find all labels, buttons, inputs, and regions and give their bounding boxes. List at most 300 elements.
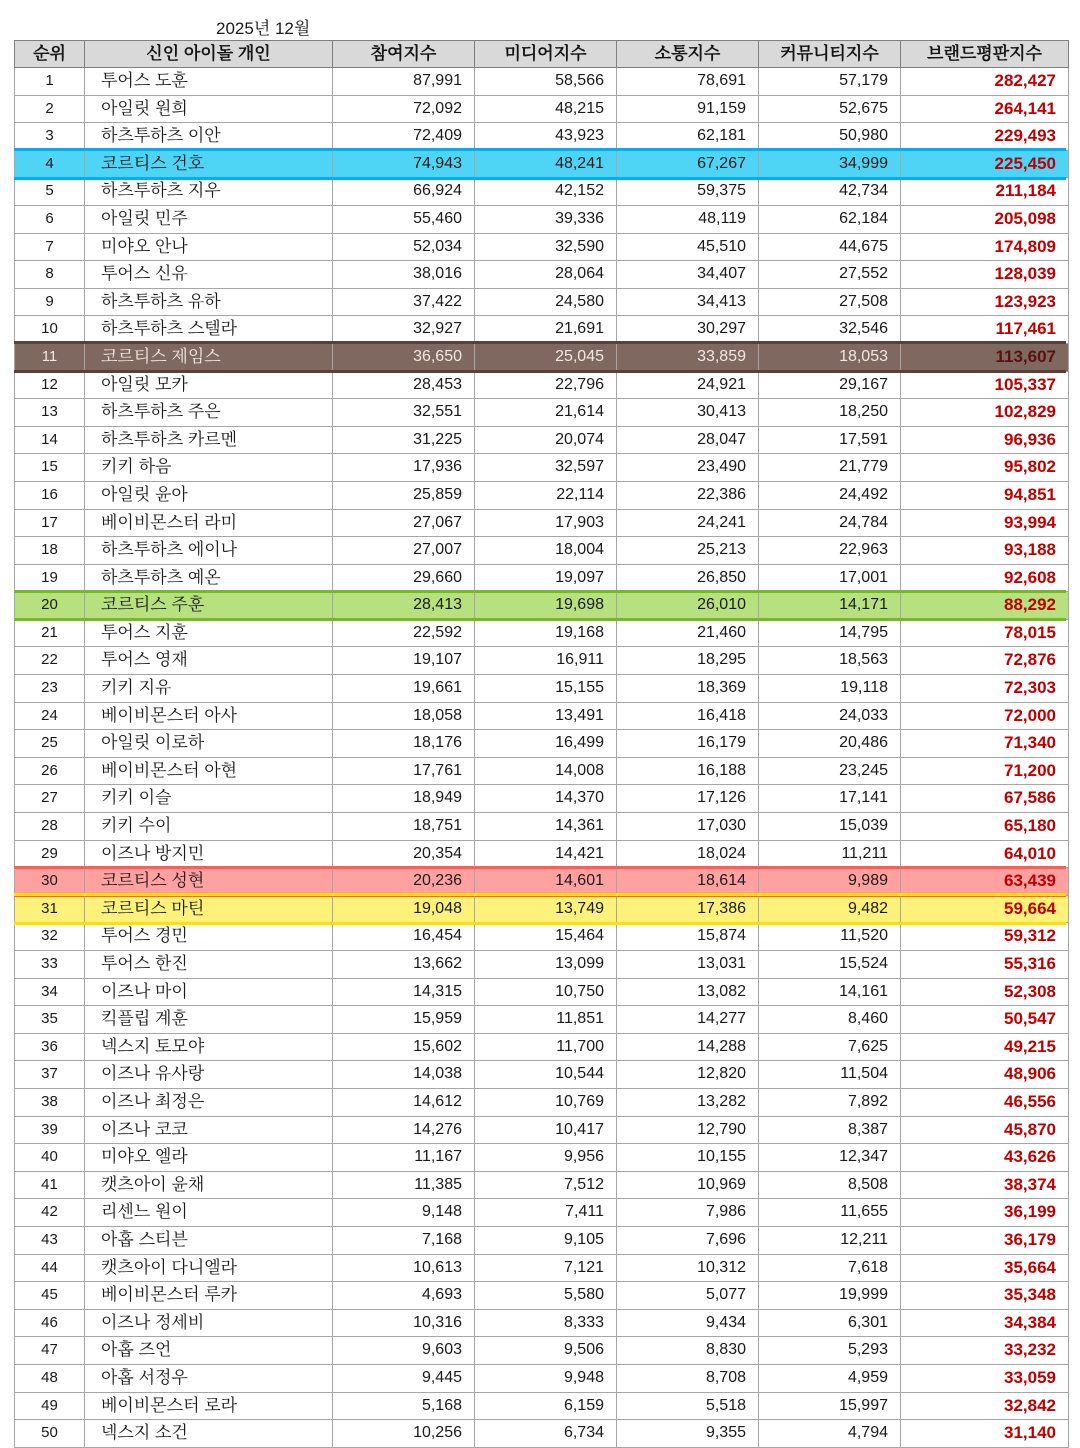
cell-rank: 35 <box>15 1006 85 1034</box>
cell-community: 6,301 <box>759 1309 901 1337</box>
cell-media: 21,614 <box>475 399 617 427</box>
cell-media: 10,769 <box>475 1088 617 1116</box>
cell-participation: 37,422 <box>333 288 475 316</box>
cell-participation: 9,148 <box>333 1199 475 1227</box>
cell-rank: 22 <box>15 647 85 675</box>
cell-community: 24,784 <box>759 509 901 537</box>
cell-media: 6,734 <box>475 1420 617 1448</box>
cell-name: 코르티스 건호 <box>85 150 333 178</box>
cell-rank: 10 <box>15 316 85 344</box>
table-row <box>15 95 1069 123</box>
cell-communication: 15,874 <box>617 923 759 951</box>
cell-rank: 45 <box>15 1282 85 1310</box>
cell-communication: 62,181 <box>617 123 759 151</box>
cell-communication: 18,024 <box>617 840 759 868</box>
cell-communication: 17,030 <box>617 813 759 841</box>
cell-rank: 33 <box>15 951 85 979</box>
cell-rank: 18 <box>15 537 85 565</box>
cell-total: 113,607 <box>901 343 1069 371</box>
cell-rank: 11 <box>15 343 85 371</box>
cell-total: 36,199 <box>901 1199 1069 1227</box>
cell-community: 5,293 <box>759 1337 901 1365</box>
cell-media: 9,956 <box>475 1144 617 1172</box>
table-row <box>15 288 1069 316</box>
cell-rank: 16 <box>15 481 85 509</box>
cell-name: 투어스 경민 <box>85 923 333 951</box>
cell-communication: 18,614 <box>617 868 759 896</box>
cell-community: 29,167 <box>759 371 901 399</box>
cell-community: 7,892 <box>759 1088 901 1116</box>
cell-rank: 21 <box>15 619 85 647</box>
brand-reputation-table <box>14 40 1069 1448</box>
table-row <box>15 592 1069 620</box>
cell-communication: 5,077 <box>617 1282 759 1310</box>
cell-name: 투어스 신유 <box>85 261 333 289</box>
cell-participation: 52,034 <box>333 233 475 261</box>
table-row <box>15 454 1069 482</box>
cell-total: 72,303 <box>901 675 1069 703</box>
cell-rank: 3 <box>15 123 85 151</box>
table-row <box>15 343 1069 371</box>
cell-communication: 9,355 <box>617 1420 759 1448</box>
cell-total: 174,809 <box>901 233 1069 261</box>
cell-community: 20,486 <box>759 730 901 758</box>
cell-community: 21,779 <box>759 454 901 482</box>
cell-communication: 18,369 <box>617 675 759 703</box>
cell-media: 14,361 <box>475 813 617 841</box>
cell-community: 11,504 <box>759 1061 901 1089</box>
cell-name: 코르티스 제임스 <box>85 343 333 371</box>
cell-media: 22,114 <box>475 481 617 509</box>
cell-communication: 9,434 <box>617 1309 759 1337</box>
column-header-rank: 순위 <box>15 41 85 68</box>
cell-total: 64,010 <box>901 840 1069 868</box>
table-row <box>15 951 1069 979</box>
table-row <box>15 1033 1069 1061</box>
table-row <box>15 647 1069 675</box>
table-row <box>15 123 1069 151</box>
cell-total: 50,547 <box>901 1006 1069 1034</box>
cell-total: 123,923 <box>901 288 1069 316</box>
cell-participation: 13,662 <box>333 951 475 979</box>
cell-rank: 6 <box>15 205 85 233</box>
cell-media: 9,105 <box>475 1226 617 1254</box>
cell-communication: 17,126 <box>617 785 759 813</box>
table-row <box>15 978 1069 1006</box>
table-row <box>15 923 1069 951</box>
cell-media: 15,464 <box>475 923 617 951</box>
cell-community: 15,997 <box>759 1392 901 1420</box>
cell-participation: 66,924 <box>333 178 475 206</box>
cell-media: 6,159 <box>475 1392 617 1420</box>
cell-communication: 25,213 <box>617 537 759 565</box>
table-row <box>15 1282 1069 1310</box>
table-row <box>15 1254 1069 1282</box>
column-header-communication: 소통지수 <box>617 41 759 68</box>
cell-total: 117,461 <box>901 316 1069 344</box>
cell-total: 93,188 <box>901 537 1069 565</box>
cell-rank: 25 <box>15 730 85 758</box>
cell-rank: 4 <box>15 150 85 178</box>
cell-communication: 22,386 <box>617 481 759 509</box>
cell-name: 하츠투하츠 주은 <box>85 399 333 427</box>
cell-rank: 28 <box>15 813 85 841</box>
cell-community: 32,546 <box>759 316 901 344</box>
cell-name: 아일릿 이로하 <box>85 730 333 758</box>
cell-rank: 44 <box>15 1254 85 1282</box>
cell-participation: 14,038 <box>333 1061 475 1089</box>
cell-media: 10,417 <box>475 1116 617 1144</box>
cell-community: 24,033 <box>759 702 901 730</box>
cell-community: 14,795 <box>759 619 901 647</box>
cell-total: 59,664 <box>901 895 1069 923</box>
cell-community: 11,211 <box>759 840 901 868</box>
cell-total: 35,664 <box>901 1254 1069 1282</box>
cell-name: 하츠투하츠 예온 <box>85 564 333 592</box>
cell-rank: 32 <box>15 923 85 951</box>
table-row <box>15 1337 1069 1365</box>
cell-media: 13,749 <box>475 895 617 923</box>
cell-name: 하츠투하츠 유하 <box>85 288 333 316</box>
table-row <box>15 205 1069 233</box>
cell-community: 15,039 <box>759 813 901 841</box>
cell-rank: 2 <box>15 95 85 123</box>
cell-communication: 10,155 <box>617 1144 759 1172</box>
cell-media: 18,004 <box>475 537 617 565</box>
cell-media: 13,491 <box>475 702 617 730</box>
cell-name: 이즈나 방지민 <box>85 840 333 868</box>
cell-community: 23,245 <box>759 757 901 785</box>
cell-name: 하츠투하츠 지우 <box>85 178 333 206</box>
cell-rank: 19 <box>15 564 85 592</box>
cell-name: 이즈나 코코 <box>85 1116 333 1144</box>
cell-community: 22,963 <box>759 537 901 565</box>
cell-community: 19,999 <box>759 1282 901 1310</box>
cell-name: 베이비몬스터 아사 <box>85 702 333 730</box>
cell-communication: 26,010 <box>617 592 759 620</box>
cell-media: 9,948 <box>475 1364 617 1392</box>
table-row <box>15 702 1069 730</box>
table-row <box>15 426 1069 454</box>
cell-media: 28,064 <box>475 261 617 289</box>
cell-community: 4,959 <box>759 1364 901 1392</box>
cell-media: 48,241 <box>475 150 617 178</box>
cell-communication: 7,986 <box>617 1199 759 1227</box>
cell-participation: 18,949 <box>333 785 475 813</box>
cell-participation: 10,316 <box>333 1309 475 1337</box>
cell-name: 미야오 엘라 <box>85 1144 333 1172</box>
cell-community: 14,161 <box>759 978 901 1006</box>
table-row <box>15 1392 1069 1420</box>
cell-rank: 1 <box>15 68 85 96</box>
cell-media: 15,155 <box>475 675 617 703</box>
table-row <box>15 316 1069 344</box>
cell-rank: 50 <box>15 1420 85 1448</box>
table-row <box>15 895 1069 923</box>
cell-total: 88,292 <box>901 592 1069 620</box>
cell-media: 32,597 <box>475 454 617 482</box>
cell-rank: 36 <box>15 1033 85 1061</box>
cell-media: 14,370 <box>475 785 617 813</box>
cell-media: 9,506 <box>475 1337 617 1365</box>
cell-rank: 48 <box>15 1364 85 1392</box>
cell-community: 18,250 <box>759 399 901 427</box>
cell-media: 7,121 <box>475 1254 617 1282</box>
cell-name: 이즈나 마이 <box>85 978 333 1006</box>
cell-community: 9,989 <box>759 868 901 896</box>
cell-participation: 38,016 <box>333 261 475 289</box>
cell-community: 62,184 <box>759 205 901 233</box>
cell-rank: 7 <box>15 233 85 261</box>
cell-community: 8,508 <box>759 1171 901 1199</box>
cell-total: 229,493 <box>901 123 1069 151</box>
cell-media: 13,099 <box>475 951 617 979</box>
cell-total: 205,098 <box>901 205 1069 233</box>
cell-participation: 17,936 <box>333 454 475 482</box>
cell-total: 67,586 <box>901 785 1069 813</box>
cell-rank: 47 <box>15 1337 85 1365</box>
cell-media: 8,333 <box>475 1309 617 1337</box>
cell-community: 18,053 <box>759 343 901 371</box>
cell-total: 95,802 <box>901 454 1069 482</box>
table-row <box>15 730 1069 758</box>
cell-media: 10,750 <box>475 978 617 1006</box>
cell-media: 16,499 <box>475 730 617 758</box>
cell-participation: 14,276 <box>333 1116 475 1144</box>
cell-total: 46,556 <box>901 1088 1069 1116</box>
cell-community: 19,118 <box>759 675 901 703</box>
column-header-participation: 참여지수 <box>333 41 475 68</box>
cell-media: 17,903 <box>475 509 617 537</box>
cell-total: 34,384 <box>901 1309 1069 1337</box>
cell-communication: 34,407 <box>617 261 759 289</box>
cell-media: 14,008 <box>475 757 617 785</box>
cell-participation: 4,693 <box>333 1282 475 1310</box>
cell-participation: 20,354 <box>333 840 475 868</box>
cell-community: 12,211 <box>759 1226 901 1254</box>
cell-rank: 13 <box>15 399 85 427</box>
cell-name: 아홉 즈언 <box>85 1337 333 1365</box>
cell-participation: 19,661 <box>333 675 475 703</box>
cell-name: 미야오 안나 <box>85 233 333 261</box>
cell-name: 투어스 한진 <box>85 951 333 979</box>
cell-participation: 19,107 <box>333 647 475 675</box>
cell-name: 베이비몬스터 루카 <box>85 1282 333 1310</box>
cell-participation: 19,048 <box>333 895 475 923</box>
cell-total: 55,316 <box>901 951 1069 979</box>
cell-community: 14,171 <box>759 592 901 620</box>
cell-rank: 27 <box>15 785 85 813</box>
cell-total: 32,842 <box>901 1392 1069 1420</box>
cell-communication: 30,413 <box>617 399 759 427</box>
cell-media: 14,601 <box>475 868 617 896</box>
cell-media: 16,911 <box>475 647 617 675</box>
cell-name: 아일릿 민주 <box>85 205 333 233</box>
cell-community: 27,552 <box>759 261 901 289</box>
cell-participation: 32,927 <box>333 316 475 344</box>
cell-name: 키키 하음 <box>85 454 333 482</box>
cell-community: 7,618 <box>759 1254 901 1282</box>
cell-name: 투어스 도훈 <box>85 68 333 96</box>
cell-name: 코르티스 성현 <box>85 868 333 896</box>
cell-participation: 14,612 <box>333 1088 475 1116</box>
cell-total: 63,439 <box>901 868 1069 896</box>
cell-participation: 32,551 <box>333 399 475 427</box>
table-row <box>15 371 1069 399</box>
cell-rank: 43 <box>15 1226 85 1254</box>
cell-name: 하츠투하츠 에이나 <box>85 537 333 565</box>
cell-communication: 24,241 <box>617 509 759 537</box>
cell-communication: 12,790 <box>617 1116 759 1144</box>
cell-communication: 48,119 <box>617 205 759 233</box>
cell-community: 34,999 <box>759 150 901 178</box>
table-row <box>15 233 1069 261</box>
cell-name: 아일릿 원희 <box>85 95 333 123</box>
column-header-total: 브랜드평판지수 <box>901 41 1069 68</box>
cell-name: 베이비몬스터 라미 <box>85 509 333 537</box>
cell-community: 8,387 <box>759 1116 901 1144</box>
cell-rank: 5 <box>15 178 85 206</box>
cell-community: 15,524 <box>759 951 901 979</box>
cell-rank: 42 <box>15 1199 85 1227</box>
cell-communication: 67,267 <box>617 150 759 178</box>
cell-communication: 13,031 <box>617 951 759 979</box>
cell-communication: 17,386 <box>617 895 759 923</box>
cell-media: 58,566 <box>475 68 617 96</box>
cell-rank: 49 <box>15 1392 85 1420</box>
cell-total: 31,140 <box>901 1420 1069 1448</box>
cell-community: 17,591 <box>759 426 901 454</box>
cell-participation: 87,991 <box>333 68 475 96</box>
cell-media: 32,590 <box>475 233 617 261</box>
period-caption: 2025년 12월 <box>216 19 311 38</box>
cell-name: 하츠투하츠 카르멘 <box>85 426 333 454</box>
table-row <box>15 785 1069 813</box>
cell-media: 42,152 <box>475 178 617 206</box>
cell-participation: 16,454 <box>333 923 475 951</box>
cell-rank: 40 <box>15 1144 85 1172</box>
cell-total: 65,180 <box>901 813 1069 841</box>
cell-communication: 13,082 <box>617 978 759 1006</box>
cell-name: 아홉 스티븐 <box>85 1226 333 1254</box>
cell-rank: 37 <box>15 1061 85 1089</box>
cell-community: 17,001 <box>759 564 901 592</box>
cell-participation: 72,409 <box>333 123 475 151</box>
cell-participation: 74,943 <box>333 150 475 178</box>
cell-name: 하츠투하츠 스텔라 <box>85 316 333 344</box>
cell-participation: 18,176 <box>333 730 475 758</box>
cell-community: 44,675 <box>759 233 901 261</box>
table-row <box>15 178 1069 206</box>
cell-name: 베이비몬스터 로라 <box>85 1392 333 1420</box>
cell-media: 22,796 <box>475 371 617 399</box>
table-row <box>15 68 1069 96</box>
cell-participation: 28,453 <box>333 371 475 399</box>
cell-total: 264,141 <box>901 95 1069 123</box>
cell-community: 4,794 <box>759 1420 901 1448</box>
cell-community: 18,563 <box>759 647 901 675</box>
cell-communication: 28,047 <box>617 426 759 454</box>
cell-communication: 10,969 <box>617 1171 759 1199</box>
table-row <box>15 509 1069 537</box>
cell-participation: 17,761 <box>333 757 475 785</box>
cell-name: 코르티스 주훈 <box>85 592 333 620</box>
cell-rank: 12 <box>15 371 85 399</box>
cell-media: 11,700 <box>475 1033 617 1061</box>
cell-rank: 38 <box>15 1088 85 1116</box>
cell-total: 211,184 <box>901 178 1069 206</box>
cell-total: 36,179 <box>901 1226 1069 1254</box>
cell-rank: 29 <box>15 840 85 868</box>
cell-participation: 7,168 <box>333 1226 475 1254</box>
column-header-media: 미디어지수 <box>475 41 617 68</box>
table-row <box>15 675 1069 703</box>
table-row <box>15 481 1069 509</box>
cell-communication: 26,850 <box>617 564 759 592</box>
cell-participation: 31,225 <box>333 426 475 454</box>
table-row <box>15 1199 1069 1227</box>
cell-participation: 10,256 <box>333 1420 475 1448</box>
header-row <box>15 41 1069 68</box>
cell-communication: 45,510 <box>617 233 759 261</box>
cell-media: 19,097 <box>475 564 617 592</box>
cell-total: 72,000 <box>901 702 1069 730</box>
cell-name: 키키 이슬 <box>85 785 333 813</box>
cell-media: 5,580 <box>475 1282 617 1310</box>
cell-communication: 21,460 <box>617 619 759 647</box>
cell-rank: 8 <box>15 261 85 289</box>
table-row <box>15 1144 1069 1172</box>
cell-name: 투어스 지훈 <box>85 619 333 647</box>
cell-name: 이즈나 최정은 <box>85 1088 333 1116</box>
table-row <box>15 1420 1069 1448</box>
cell-total: 71,200 <box>901 757 1069 785</box>
cell-community: 8,460 <box>759 1006 901 1034</box>
cell-name: 리센느 원이 <box>85 1199 333 1227</box>
cell-participation: 15,602 <box>333 1033 475 1061</box>
cell-community: 52,675 <box>759 95 901 123</box>
cell-media: 7,411 <box>475 1199 617 1227</box>
table-row <box>15 619 1069 647</box>
table-row <box>15 564 1069 592</box>
cell-total: 33,232 <box>901 1337 1069 1365</box>
cell-communication: 30,297 <box>617 316 759 344</box>
cell-communication: 10,312 <box>617 1254 759 1282</box>
cell-name: 키키 수이 <box>85 813 333 841</box>
table-row <box>15 399 1069 427</box>
cell-rank: 9 <box>15 288 85 316</box>
cell-participation: 14,315 <box>333 978 475 1006</box>
column-header-name: 신인 아이돌 개인 <box>85 41 333 68</box>
cell-media: 24,580 <box>475 288 617 316</box>
cell-participation: 15,959 <box>333 1006 475 1034</box>
cell-name: 베이비몬스터 아현 <box>85 757 333 785</box>
cell-communication: 8,708 <box>617 1364 759 1392</box>
table-row <box>15 1171 1069 1199</box>
cell-media: 43,923 <box>475 123 617 151</box>
cell-community: 17,141 <box>759 785 901 813</box>
table-row <box>15 1006 1069 1034</box>
cell-communication: 12,820 <box>617 1061 759 1089</box>
table-row <box>15 1116 1069 1144</box>
cell-media: 39,336 <box>475 205 617 233</box>
cell-total: 71,340 <box>901 730 1069 758</box>
cell-media: 19,698 <box>475 592 617 620</box>
cell-participation: 25,859 <box>333 481 475 509</box>
cell-participation: 11,167 <box>333 1144 475 1172</box>
cell-communication: 34,413 <box>617 288 759 316</box>
cell-communication: 16,188 <box>617 757 759 785</box>
